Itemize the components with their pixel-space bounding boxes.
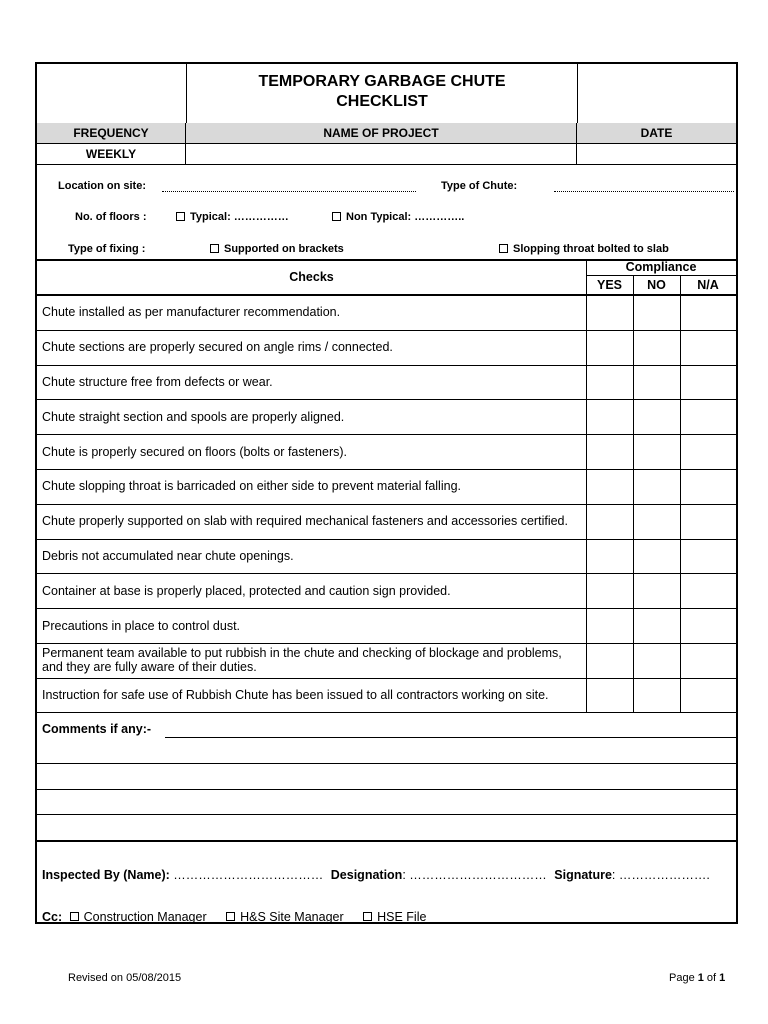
check-text: Chute is properly secured on floors (bolts or fasteners).	[42, 444, 347, 459]
cc-hs-label: H&S Site Manager	[240, 910, 344, 924]
page-prefix: Page	[669, 972, 698, 984]
comments-line-4[interactable]	[37, 814, 736, 815]
project-name-field[interactable]	[186, 144, 577, 164]
check-text: Chute structure free from defects or wear.	[42, 374, 273, 389]
compliance-no-cell[interactable]	[633, 539, 680, 574]
compliance-yes-cell[interactable]	[586, 608, 633, 643]
compliance-na-cell[interactable]	[680, 434, 736, 469]
compliance-no-cell[interactable]	[633, 330, 680, 365]
inspection-line	[42, 868, 710, 882]
cc-construction-checkbox[interactable]	[70, 912, 79, 921]
signature-field[interactable]: : ………………….	[611, 868, 710, 882]
na-header: N/A	[697, 278, 719, 292]
document-title	[187, 72, 577, 112]
check-text: Container at base is properly placed, protected and caution sign provided.	[42, 583, 451, 598]
title-line-2: CHECKLIST	[336, 93, 428, 110]
yes-header: YES	[596, 278, 622, 292]
compliance-na-cell[interactable]	[680, 330, 736, 365]
non-typical-label: Non Typical: …………..	[346, 211, 465, 223]
check-row	[37, 469, 736, 505]
project-header: NAME OF PROJECT	[186, 123, 577, 143]
check-text: Chute properly supported on slab with required mechanical fasteners and accessories certified.	[42, 514, 568, 529]
typical-checkbox[interactable]	[176, 212, 185, 221]
checklist-form	[35, 62, 738, 924]
frequency-value: WEEKLY	[37, 144, 186, 164]
comments-section	[37, 712, 736, 842]
compliance-no-cell[interactable]	[633, 434, 680, 469]
location-label: Location on site:	[58, 180, 146, 192]
compliance-no-cell[interactable]	[633, 365, 680, 400]
cc-option-hs[interactable]	[226, 910, 344, 924]
inspected-label: Inspected By (Name):	[42, 868, 170, 882]
check-text: Debris not accumulated near chute openings.	[42, 548, 294, 563]
check-row	[37, 330, 736, 366]
compliance-no-cell[interactable]	[633, 678, 680, 713]
comments-line-1[interactable]	[165, 737, 736, 738]
header-row	[37, 123, 736, 144]
compliance-yes-cell[interactable]	[586, 295, 633, 330]
check-text: Chute slopping throat is barricaded on either side to prevent material falling.	[42, 479, 461, 494]
compliance-yes-cell[interactable]	[586, 678, 633, 713]
cc-hs-checkbox[interactable]	[226, 912, 235, 921]
frequency-header: FREQUENCY	[37, 123, 186, 143]
check-row	[37, 608, 736, 644]
compliance-yes-cell[interactable]	[586, 539, 633, 574]
check-row	[37, 295, 736, 331]
cc-option-construction[interactable]	[70, 910, 207, 924]
floors-label: No. of floors :	[75, 211, 147, 223]
brackets-label: Supported on brackets	[224, 243, 344, 255]
logo-cell-right	[577, 64, 737, 123]
compliance-no-cell[interactable]	[633, 295, 680, 330]
cc-hse-checkbox[interactable]	[363, 912, 372, 921]
no-header: NO	[647, 278, 666, 292]
revised-date: Revised on 05/08/2015	[68, 972, 182, 984]
compliance-yes-cell[interactable]	[586, 643, 633, 678]
inspected-field[interactable]: ………………………………	[169, 868, 324, 882]
check-row	[37, 399, 736, 435]
compliance-na-cell[interactable]	[680, 365, 736, 400]
compliance-na-cell[interactable]	[680, 504, 736, 539]
check-text: Instruction for safe use of Rubbish Chute has been issued to all contractors working on site.	[42, 688, 549, 703]
designation-label: Designation	[330, 868, 403, 882]
check-text: Chute sections are properly secured on angle rims / connected.	[42, 340, 393, 355]
check-text: Chute installed as per manufacturer recommendation.	[42, 305, 341, 320]
throat-label: Slopping throat bolted to slab	[513, 243, 669, 255]
check-row	[37, 643, 736, 679]
compliance-yes-cell[interactable]	[586, 434, 633, 469]
compliance-no-cell[interactable]	[633, 469, 680, 504]
cc-option-hse[interactable]	[363, 910, 426, 924]
compliance-na-cell[interactable]	[680, 573, 736, 608]
designation-field[interactable]: : ……………………………	[402, 868, 547, 882]
cc-construction-label: Construction Manager	[83, 910, 207, 924]
signature-label: Signature	[554, 868, 612, 882]
cc-line	[42, 910, 426, 924]
compliance-yes-cell[interactable]	[586, 504, 633, 539]
check-row	[37, 434, 736, 470]
compliance-no-cell[interactable]	[633, 504, 680, 539]
check-text: Precautions in place to control dust.	[42, 618, 241, 633]
fixing-label: Type of fixing :	[68, 243, 146, 255]
throat-checkbox[interactable]	[499, 244, 508, 253]
compliance-na-cell[interactable]	[680, 678, 736, 713]
check-row	[37, 678, 736, 713]
brackets-checkbox[interactable]	[210, 244, 219, 253]
page-total: 1	[719, 972, 726, 984]
non-typical-option[interactable]	[332, 211, 464, 223]
checks-table-header	[37, 259, 736, 296]
location-field[interactable]	[162, 191, 416, 192]
page-of: of	[703, 972, 720, 984]
fixing-option-throat[interactable]	[499, 243, 669, 255]
title-block	[37, 64, 736, 124]
page-number	[669, 972, 725, 984]
compliance-no-cell[interactable]	[633, 573, 680, 608]
cc-hse-label: HSE File	[377, 910, 427, 924]
page-current: 1	[697, 972, 704, 984]
check-row	[37, 539, 736, 575]
compliance-na-cell[interactable]	[680, 539, 736, 574]
compliance-yes-cell[interactable]	[586, 573, 633, 608]
comments-label: Comments if any:-	[42, 722, 152, 736]
check-row	[37, 573, 736, 609]
compliance-yes-cell[interactable]	[586, 330, 633, 365]
logo-cell-left	[37, 64, 187, 123]
date-header: DATE	[640, 126, 673, 140]
checks-header: Checks	[289, 269, 334, 284]
compliance-yes-cell[interactable]	[586, 399, 633, 434]
chute-type-field[interactable]	[554, 191, 734, 192]
compliance-na-cell[interactable]	[680, 608, 736, 643]
typical-label: Typical: ……………	[190, 211, 289, 223]
typical-option[interactable]	[176, 211, 289, 223]
compliance-na-cell[interactable]	[680, 469, 736, 504]
title-line-1: TEMPORARY GARBAGE CHUTE	[258, 73, 506, 90]
compliance-na-cell[interactable]	[680, 295, 736, 330]
compliance-header: Compliance	[625, 260, 697, 274]
compliance-no-cell[interactable]	[633, 643, 680, 678]
compliance-yes-cell[interactable]	[586, 469, 633, 504]
check-row	[37, 365, 736, 401]
compliance-no-cell[interactable]	[633, 399, 680, 434]
check-text: Chute straight section and spools are properly aligned.	[42, 409, 345, 424]
comments-line-2[interactable]	[37, 763, 736, 764]
site-info	[37, 165, 736, 261]
date-field[interactable]	[577, 144, 736, 164]
compliance-na-cell[interactable]	[680, 643, 736, 678]
compliance-yes-cell[interactable]	[586, 365, 633, 400]
values-row	[37, 144, 736, 165]
check-text: Permanent team available to put rubbish in the chute and checking of blockage and problems, and they are fully aware of their duties.	[42, 646, 562, 675]
check-row	[37, 504, 736, 540]
chute-type-label: Type of Chute:	[441, 180, 518, 192]
compliance-no-cell[interactable]	[633, 608, 680, 643]
compliance-na-cell[interactable]	[680, 399, 736, 434]
non-typical-checkbox[interactable]	[332, 212, 341, 221]
cc-label: Cc:	[42, 910, 63, 924]
comments-line-3[interactable]	[37, 789, 736, 790]
fixing-option-brackets[interactable]	[210, 243, 344, 255]
